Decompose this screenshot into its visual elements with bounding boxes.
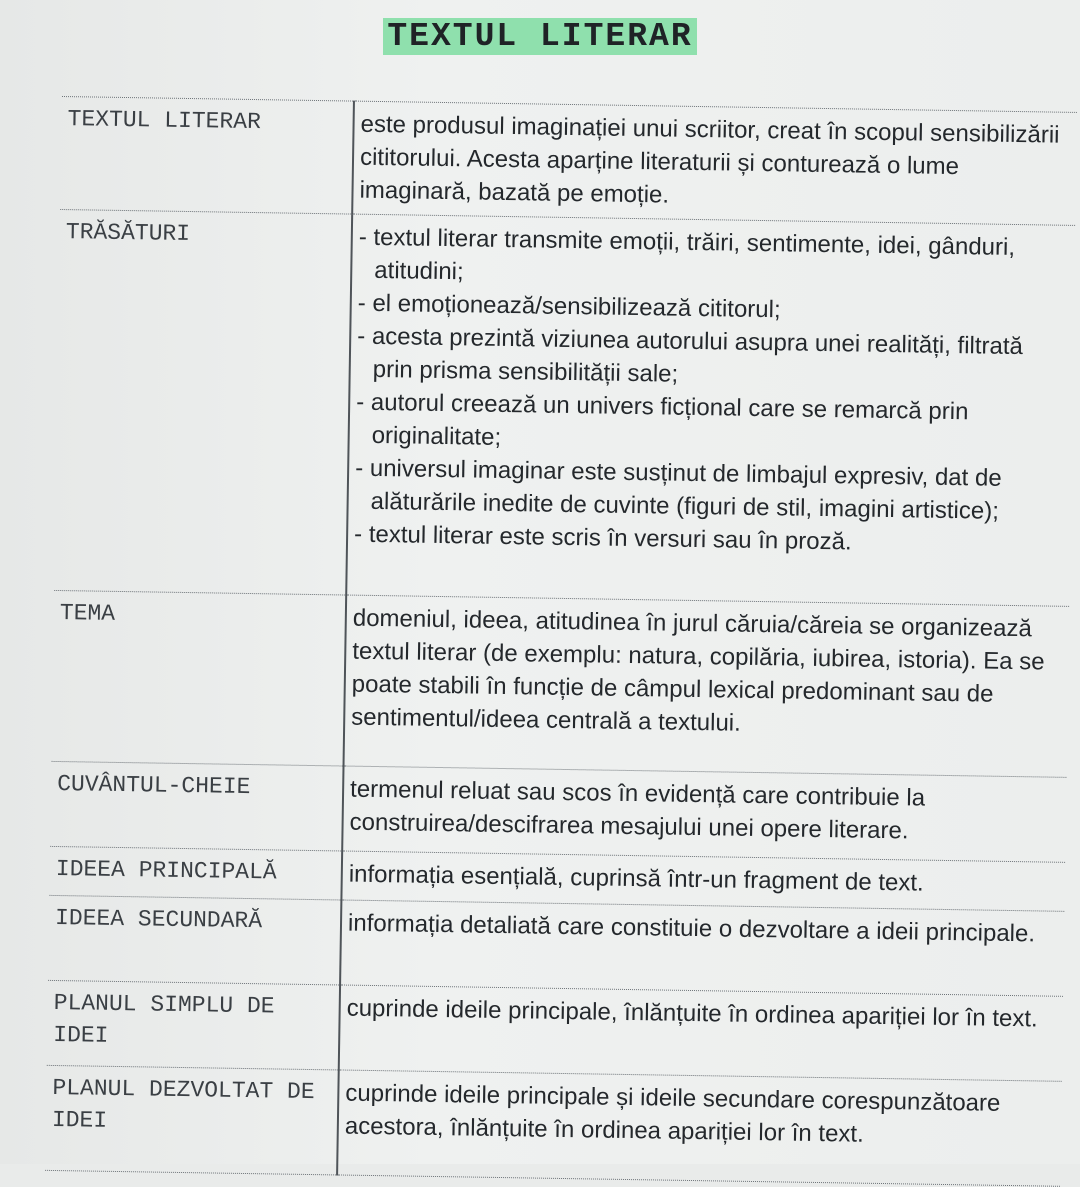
table-row [54, 209, 1075, 606]
table-row [60, 96, 1077, 225]
list-item: - acesta prezintă viziunea autorului asupra unei realități, filtrată prin prisma sensibilității sale; [356, 320, 1067, 397]
table-row [48, 895, 1064, 996]
trasaturi-list [354, 221, 1069, 562]
list-item: - textul literar transmite emoții, trăiri, sentimente, idei, gânduri, atitudini; [358, 221, 1069, 298]
definition-planul-simplu: cuprinde ideile principale, înlănțuite în ordinea apariției lor în text. [339, 985, 1063, 1081]
definition-cuvantul-cheie: termenul reluat sau scos în evidență care contribuie la construirea/descifrarea mesajului unei opere literare. [342, 766, 1066, 862]
definition-textul-literar: este produsul imaginației unui scriitor, creat în scopul sensibilizării cititorului. Acesta aparține literaturii și conturează o lume imaginară, bazată pe emoție. [352, 101, 1077, 225]
definition-ideea-secundara: informația detaliată care constituie o dezvoltare a ideii principale. [340, 900, 1064, 996]
definition-ideea-principala: informația esențială, cuprinsă într-un fragment de text. [341, 851, 1065, 911]
list-item: - autorul creează un univers ficțional care se remarcă prin originalitate; [355, 386, 1066, 463]
definitions-table [45, 96, 1077, 1187]
term-trasaturi: TRĂSĂTURI [54, 209, 352, 595]
term-tema: TEMA [52, 590, 347, 766]
list-item: - universul imaginar este susținut de limbajul expresiv, dat de alăturările inedite de cuvinte (figuri de stil, imagini artistice); [354, 452, 1065, 529]
term-ideea-principala: IDEEA PRINCIPALĂ [49, 846, 342, 900]
list-item: - textul literar este scris în versuri sau în proză. [354, 518, 1064, 562]
definition-trasaturi [346, 214, 1075, 606]
page-title [0, 18, 1080, 55]
definition-tema: domeniul, ideea, atitudinea în jurul căruia/căreia se organizează textul literar (de exemplu: natura, copilăria, iubirea, istoria). Ea se poate stabili în funcție de câmpul lexical predominant sau de sentimentul/ideea centrală a textului. [344, 595, 1070, 777]
table-row [50, 761, 1066, 862]
table-row [45, 1065, 1062, 1186]
page-title-text: TEXTUL LITERAR [383, 18, 696, 55]
term-cuvantul-cheie: CUVÂNTUL-CHEIE [50, 761, 343, 851]
definition-planul-dezvoltat: cuprinde ideile principale și ideile secundare corespunzătoare acestora, înlănțuite în ordinea apariției lor în text. [337, 1070, 1062, 1186]
term-textul-literar: TEXTUL LITERAR [60, 96, 354, 214]
term-ideea-secundara: IDEEA SECUNDARĂ [48, 895, 341, 985]
table-row [52, 590, 1070, 777]
term-planul-simplu: PLANUL SIMPLU DE IDEI [47, 980, 340, 1070]
term-planul-dezvoltat: PLANUL DEZVOLTAT DE IDEI [45, 1065, 339, 1175]
table-row [47, 980, 1063, 1081]
list-item: - el emoționează/sensibilizează cititorul; [358, 287, 1068, 331]
